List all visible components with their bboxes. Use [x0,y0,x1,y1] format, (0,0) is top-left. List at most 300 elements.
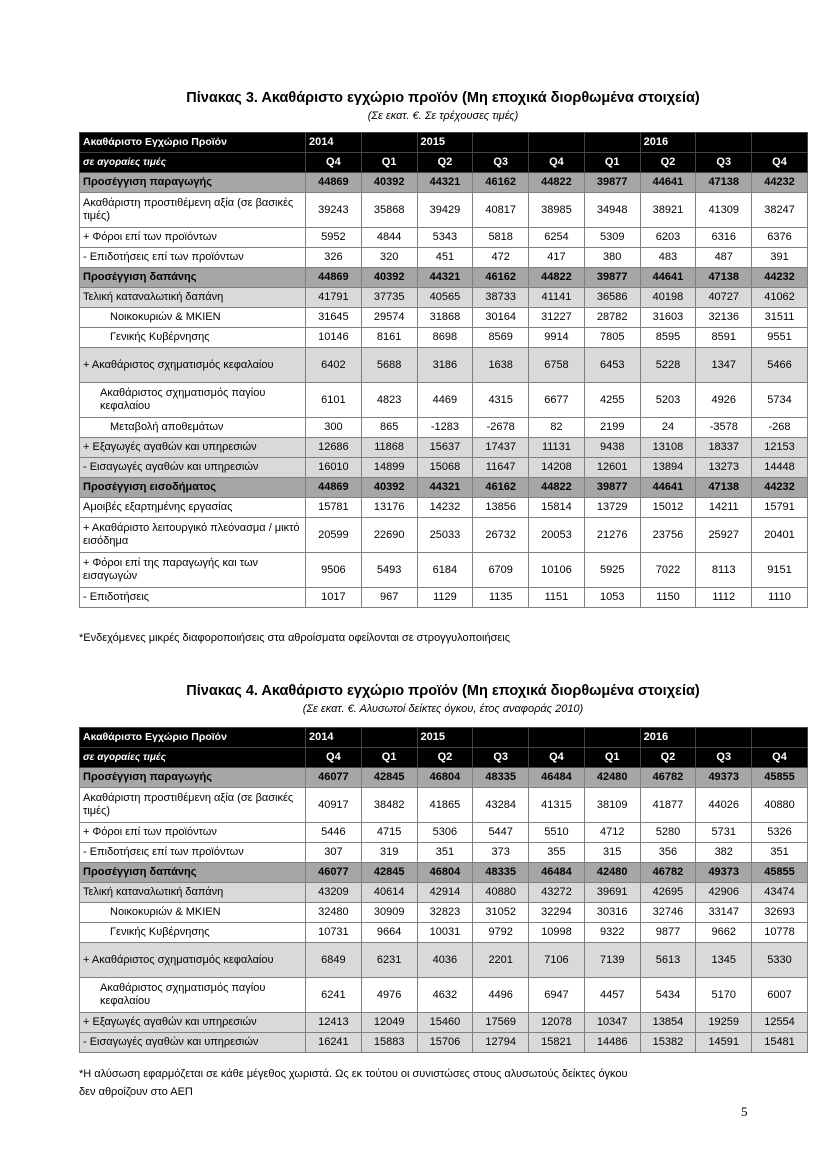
value-cell: 4844 [361,228,417,248]
value-cell: 417 [529,248,585,268]
value-cell: 7139 [584,943,640,978]
value-cell: 39243 [306,193,362,228]
value-cell: 12153 [752,438,808,458]
value-cell: 20401 [752,518,808,553]
value-cell: 39877 [584,478,640,498]
value-cell: 4036 [417,943,473,978]
row-label: Προσέγγιση παραγωγής [80,173,306,193]
value-cell: 11647 [473,458,529,478]
row-label: Αμοιβές εξαρτημένης εργασίας [80,498,306,518]
value-cell: 12554 [752,1013,808,1033]
table3-subtitle: (Σε εκατ. €. Σε τρέχουσες τιμές) [367,110,519,122]
header-label: Ακαθάριστο Εγχώριο Προϊόν [80,133,306,153]
value-cell: 39691 [584,883,640,903]
value-cell: 1017 [306,588,362,608]
year-cell: 2016 [640,133,696,153]
value-cell: 1638 [473,348,529,383]
value-cell: 3186 [417,348,473,383]
value-cell: 25033 [417,518,473,553]
table4-title: Πίνακας 4. Ακαθάριστο εγχώριο προϊόν (Μη εποχικά διορθωμένα στοιχεία) [186,683,700,699]
value-cell: 5446 [306,823,362,843]
value-cell: 42695 [640,883,696,903]
value-cell: 44641 [640,478,696,498]
value-cell: 15481 [752,1033,808,1053]
value-cell: 46484 [529,768,585,788]
value-cell: 7805 [584,328,640,348]
value-cell: 5818 [473,228,529,248]
value-cell: 2199 [584,418,640,438]
row-label: Ακαθάριστος σχηματισμός παγίου κεφαλαίου [80,978,306,1013]
value-cell: 5925 [584,553,640,588]
value-cell: 5688 [361,348,417,383]
value-cell: 5466 [752,348,808,383]
value-cell: 6007 [752,978,808,1013]
row-label: + Φόροι επί των προϊόντων [80,823,306,843]
year-cell [752,728,808,748]
row-label: - Εισαγωγές αγαθών και υπηρεσιών [80,1033,306,1053]
row-label: + Ακαθάριστος σχηματισμός κεφαλαίου [80,348,306,383]
value-cell: 43284 [473,788,529,823]
value-cell: 1345 [696,943,752,978]
value-cell: 6254 [529,228,585,248]
table-row [80,978,808,1013]
value-cell: 44321 [417,268,473,288]
value-cell: 14486 [584,1033,640,1053]
value-cell: 44822 [529,268,585,288]
value-cell: 44869 [306,268,362,288]
value-cell: 6184 [417,553,473,588]
value-cell: 12686 [306,438,362,458]
value-cell: 46162 [473,268,529,288]
table-row [80,1013,808,1033]
value-cell: 8161 [361,328,417,348]
row-label: Νοικοκυριών & ΜΚΙΕΝ [80,308,306,328]
value-cell: 5731 [696,823,752,843]
table3-title: Πίνακας 3. Ακαθάριστο εγχώριο προϊόν (Μη εποχικά διορθωμένα στοιχεία) [186,90,700,106]
value-cell: -268 [752,418,808,438]
value-cell: 380 [584,248,640,268]
row-label: Γενικής Κυβέρνησης [80,328,306,348]
value-cell: 17437 [473,438,529,458]
value-cell: 300 [306,418,362,438]
value-cell: -1283 [417,418,473,438]
value-cell: 351 [417,843,473,863]
value-cell: 38247 [752,193,808,228]
year-cell [584,133,640,153]
value-cell: 21276 [584,518,640,553]
value-cell: 5203 [640,383,696,418]
value-cell: 10731 [306,923,362,943]
table-row [80,1033,808,1053]
value-cell: 42914 [417,883,473,903]
value-cell: 6241 [306,978,362,1013]
value-cell: 351 [752,843,808,863]
year-cell [473,133,529,153]
value-cell: 382 [696,843,752,863]
value-cell: 32693 [752,903,808,923]
value-cell: 5447 [473,823,529,843]
value-cell: 38482 [361,788,417,823]
value-cell: 49373 [696,863,752,883]
quarter-cell: Q4 [306,153,362,173]
value-cell: 42480 [584,768,640,788]
year-cell [752,133,808,153]
quarter-cell: Q1 [361,748,417,768]
value-cell: 15781 [306,498,362,518]
table-row [80,883,808,903]
quarter-cell: Q3 [473,748,529,768]
value-cell: 44822 [529,478,585,498]
value-cell: 46162 [473,478,529,498]
value-cell: 13854 [640,1013,696,1033]
value-cell: 9506 [306,553,362,588]
value-cell: 48335 [473,768,529,788]
row-label: + Ακαθάριστο λειτουργικό πλεόνασμα / μικτό εισόδημα [80,518,306,553]
value-cell: 5326 [752,823,808,843]
value-cell: 15637 [417,438,473,458]
value-cell: 46782 [640,768,696,788]
table-row [80,588,808,608]
quarter-cell: Q2 [417,153,473,173]
table-row [80,923,808,943]
header-row-quarters [80,748,808,768]
value-cell: 7022 [640,553,696,588]
value-cell: 15012 [640,498,696,518]
table-row [80,518,808,553]
table-row [80,498,808,518]
value-cell: 391 [752,248,808,268]
header-row-years [80,133,808,153]
year-cell: 2015 [417,728,473,748]
value-cell: 9438 [584,438,640,458]
row-label: Προσέγγιση δαπάνης [80,268,306,288]
value-cell: 6203 [640,228,696,248]
value-cell: 43474 [752,883,808,903]
value-cell: 15460 [417,1013,473,1033]
value-cell: 9151 [752,553,808,588]
row-label: Τελική καταναλωτική δαπάνη [80,883,306,903]
value-cell: 4496 [473,978,529,1013]
value-cell: 44641 [640,268,696,288]
value-cell: 44026 [696,788,752,823]
value-cell: 8591 [696,328,752,348]
value-cell: 4823 [361,383,417,418]
value-cell: 10347 [584,1013,640,1033]
value-cell: 41062 [752,288,808,308]
value-cell: 44641 [640,173,696,193]
value-cell: 38733 [473,288,529,308]
value-cell: 44232 [752,478,808,498]
value-cell: 13894 [640,458,696,478]
value-cell: 12601 [584,458,640,478]
value-cell: 34948 [584,193,640,228]
value-cell: 6758 [529,348,585,383]
quarter-cell: Q2 [417,748,473,768]
value-cell: 320 [361,248,417,268]
value-cell: 44321 [417,173,473,193]
header-row-years [80,728,808,748]
quarter-cell: Q3 [696,748,752,768]
value-cell: 483 [640,248,696,268]
value-cell: 40614 [361,883,417,903]
year-cell: 2014 [306,133,362,153]
row-label: Προσέγγιση παραγωγής [80,768,306,788]
value-cell: 49373 [696,768,752,788]
value-cell: 13108 [640,438,696,458]
value-cell: 1150 [640,588,696,608]
value-cell: 31603 [640,308,696,328]
value-cell: 4469 [417,383,473,418]
table-row [80,383,808,418]
year-cell [529,133,585,153]
table4-note-line1: *Η αλύσωση εφαρμόζεται σε κάθε μέγεθος χωριστά. Ως εκ τούτου οι συνιστώσες στους αλυσωτούς δείκτες όγκου [79,1068,628,1080]
value-cell: 36586 [584,288,640,308]
value-cell: 4926 [696,383,752,418]
value-cell: 33147 [696,903,752,923]
value-cell: 39877 [584,173,640,193]
value-cell: 1135 [473,588,529,608]
row-label: + Εξαγωγές αγαθών και υπηρεσιών [80,1013,306,1033]
value-cell: 1110 [752,588,808,608]
quarter-cell: Q2 [640,748,696,768]
value-cell: 32294 [529,903,585,923]
value-cell: 41865 [417,788,473,823]
table-row [80,288,808,308]
value-cell: 487 [696,248,752,268]
row-label: - Εισαγωγές αγαθών και υπηρεσιών [80,458,306,478]
value-cell: 40727 [696,288,752,308]
value-cell: 44232 [752,268,808,288]
value-cell: 38921 [640,193,696,228]
value-cell: 47138 [696,173,752,193]
value-cell: 14448 [752,458,808,478]
value-cell: 39429 [417,193,473,228]
value-cell: 32136 [696,308,752,328]
value-cell: 14899 [361,458,417,478]
value-cell: 5170 [696,978,752,1013]
value-cell: 25927 [696,518,752,553]
row-label: - Επιδοτήσεις [80,588,306,608]
value-cell: 45855 [752,863,808,883]
value-cell: 865 [361,418,417,438]
table-row [80,458,808,478]
row-label: + Φόροι επί της παραγωγής και των εισαγωγών [80,553,306,588]
table-row [80,193,808,228]
value-cell: 42480 [584,863,640,883]
value-cell: 6709 [473,553,529,588]
header-row-quarters [80,153,808,173]
value-cell: 5330 [752,943,808,978]
quarter-cell: Q2 [640,153,696,173]
value-cell: 31052 [473,903,529,923]
value-cell: 5510 [529,823,585,843]
value-cell: 15821 [529,1033,585,1053]
value-cell: 32480 [306,903,362,923]
table-row [80,228,808,248]
value-cell: 32823 [417,903,473,923]
table-row [80,903,808,923]
value-cell: 30909 [361,903,417,923]
value-cell: 6677 [529,383,585,418]
row-label: + Ακαθάριστος σχηματισμός κεφαλαίου [80,943,306,978]
value-cell: 46804 [417,863,473,883]
value-cell: 19259 [696,1013,752,1033]
quarter-cell: Q1 [584,153,640,173]
value-cell: 39877 [584,268,640,288]
value-cell: 9877 [640,923,696,943]
table4-note-line2: δεν αθροίζουν στο ΑΕΠ [79,1086,193,1098]
value-cell: 14232 [417,498,473,518]
table-row [80,943,808,978]
value-cell: 47138 [696,478,752,498]
value-cell: 5734 [752,383,808,418]
value-cell: 1151 [529,588,585,608]
value-cell: 40880 [473,883,529,903]
value-cell: 8113 [696,553,752,588]
value-cell: 9662 [696,923,752,943]
value-cell: 44869 [306,173,362,193]
value-cell: 15382 [640,1033,696,1053]
page-number: 5 [741,1104,748,1119]
value-cell: 5306 [417,823,473,843]
value-cell: 373 [473,843,529,863]
value-cell: 451 [417,248,473,268]
value-cell: 26732 [473,518,529,553]
value-cell: 355 [529,843,585,863]
row-label: Προσέγγιση δαπάνης [80,863,306,883]
value-cell: 6316 [696,228,752,248]
value-cell: 14591 [696,1033,752,1053]
year-cell [529,728,585,748]
value-cell: 10146 [306,328,362,348]
value-cell: 29574 [361,308,417,328]
value-cell: 40392 [361,173,417,193]
year-cell [696,728,752,748]
value-cell: 6453 [584,348,640,383]
table-row [80,173,808,193]
value-cell: 46162 [473,173,529,193]
value-cell: 6231 [361,943,417,978]
table-row [80,823,808,843]
row-label: Μεταβολή αποθεμάτων [80,418,306,438]
value-cell: 44232 [752,173,808,193]
value-cell: 40565 [417,288,473,308]
value-cell: 15814 [529,498,585,518]
value-cell: 40917 [306,788,362,823]
value-cell: 4315 [473,383,529,418]
value-cell: 46782 [640,863,696,883]
value-cell: 967 [361,588,417,608]
table-row [80,348,808,383]
value-cell: 10778 [752,923,808,943]
header-label: Ακαθάριστο Εγχώριο Προϊόν [80,728,306,748]
table-row [80,438,808,458]
value-cell: 11131 [529,438,585,458]
value-cell: 15791 [752,498,808,518]
value-cell: 8698 [417,328,473,348]
value-cell: 40392 [361,478,417,498]
value-cell: 47138 [696,268,752,288]
value-cell: 6376 [752,228,808,248]
value-cell: 43272 [529,883,585,903]
row-label: Νοικοκυριών & ΜΚΙΕΝ [80,903,306,923]
value-cell: 41791 [306,288,362,308]
value-cell: 4712 [584,823,640,843]
table-row [80,308,808,328]
table4-subtitle: (Σε εκατ. €. Αλυσωτοί δείκτες όγκου, έτος αναφοράς 2010) [302,703,584,715]
value-cell: 16010 [306,458,362,478]
table-row [80,553,808,588]
value-cell: 5309 [584,228,640,248]
value-cell: 1053 [584,588,640,608]
value-cell: -2678 [473,418,529,438]
value-cell: 44321 [417,478,473,498]
value-cell: 315 [584,843,640,863]
value-cell: 319 [361,843,417,863]
value-cell: 16241 [306,1033,362,1053]
table-row [80,478,808,498]
quarter-cell: Q3 [473,153,529,173]
value-cell: 9664 [361,923,417,943]
value-cell: 46077 [306,863,362,883]
value-cell: 41315 [529,788,585,823]
value-cell: 37735 [361,288,417,308]
year-cell [361,133,417,153]
value-cell: 4457 [584,978,640,1013]
table-row [80,863,808,883]
value-cell: 38109 [584,788,640,823]
value-cell: 13176 [361,498,417,518]
value-cell: 9551 [752,328,808,348]
quarter-cell: Q4 [529,748,585,768]
value-cell: 11868 [361,438,417,458]
header-sublabel: σε αγοραίες τιμές [80,153,306,173]
value-cell: 44822 [529,173,585,193]
table3 [79,132,808,608]
row-label: Γενικής Κυβέρνησης [80,923,306,943]
quarter-cell: Q4 [752,748,808,768]
quarter-cell: Q3 [696,153,752,173]
value-cell: 44869 [306,478,362,498]
value-cell: 12413 [306,1013,362,1033]
row-label: + Εξαγωγές αγαθών και υπηρεσιών [80,438,306,458]
value-cell: 2201 [473,943,529,978]
value-cell: 5493 [361,553,417,588]
value-cell: 40198 [640,288,696,308]
value-cell: 40392 [361,268,417,288]
table-row [80,843,808,863]
value-cell: 13856 [473,498,529,518]
quarter-cell: Q4 [529,153,585,173]
row-label: - Επιδοτήσεις επί των προϊόντων [80,248,306,268]
value-cell: 41877 [640,788,696,823]
value-cell: 43209 [306,883,362,903]
value-cell: 31227 [529,308,585,328]
value-cell: 326 [306,248,362,268]
row-label: Προσέγγιση εισοδήματος [80,478,306,498]
value-cell: 13273 [696,458,752,478]
table-row [80,268,808,288]
value-cell: 17569 [473,1013,529,1033]
value-cell: 13729 [584,498,640,518]
value-cell: 9914 [529,328,585,348]
quarter-cell: Q4 [306,748,362,768]
value-cell: 32746 [640,903,696,923]
header-sublabel: σε αγοραίες τιμές [80,748,306,768]
row-label: - Επιδοτήσεις επί των προϊόντων [80,843,306,863]
value-cell: 40880 [752,788,808,823]
value-cell: 40817 [473,193,529,228]
